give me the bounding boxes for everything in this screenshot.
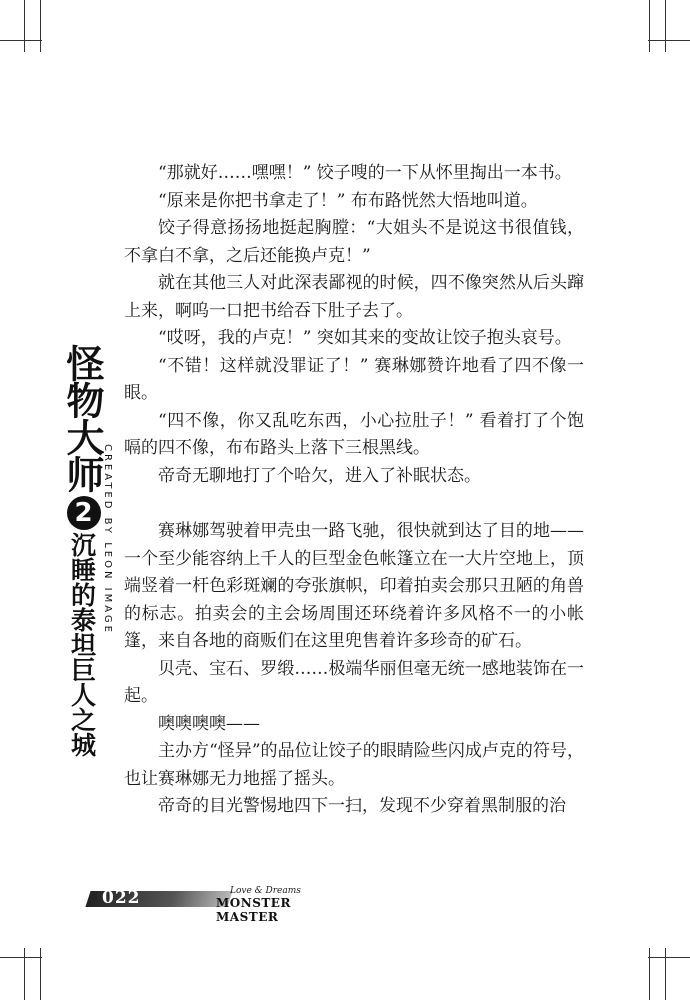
page-footer [88,886,320,924]
paragraph: “那就好……嘿嘿！” 饺子嗖的一下从怀里掏出一本书。 [158,163,572,183]
paragraph: “四不像，你又乱吃东西，小心拉肚子！” 看着打了个饱嗝的四不像，布布路头上落下三根黑线。 [124,410,584,458]
crop-mark [0,40,42,41]
crop-mark [649,0,650,52]
crop-mark [40,0,41,52]
series-tagline: Love & Dreams [230,886,301,896]
crop-mark [649,948,650,1000]
crop-mark [665,0,666,52]
paragraph: “哎呀，我的卢克！” 突如其来的变故让饺子抱头哀号。 [158,328,572,348]
paragraph: “不错！这样就没罪证了！” 赛琳娜赞许地看了四不像一眼。 [124,355,584,403]
paragraph: 赛琳娜驾驶着甲壳虫一路飞驰，很快就到达了目的地——一个至少能容纳上千人的巨型金色帐篷立在一大片空地上，顶端竖着一杆色彩斑斓的夸张旗帜，印着拍卖会那只丑陋的角兽的标志。拍卖会的主会场周围还环绕着许多风格不一的小帐篷，来自各地的商贩们在这里兜售着许多珍奇的矿石。 [124,521,584,651]
paragraph: 帝奇的目光警惕地四下一扫，发现不少穿着黑制服的治 [158,796,566,816]
volume-badge: 2 [67,496,101,530]
series-name: MONSTER MASTER [216,896,291,924]
crop-mark [40,948,41,1000]
paragraph: 噢噢噢噢—— [158,713,260,734]
crop-mark [648,957,690,958]
book-subtitle: 沉睡的泰坦巨人之城 [67,532,97,757]
paragraph: 就在其他三人对此深表鄙视的时候，四不像突然从后头蹿上来，啊呜一口把书给吞下肚子去了。 [124,273,584,321]
spine-title [62,344,113,757]
paragraph: 饺子得意扬扬地挺起胸膛：“大姐头不是说这书很值钱，不拿白不拿，之后还能换卢克！” [124,218,584,266]
paragraph: 帝奇无聊地打了个哈欠，进入了补眠状态。 [158,465,481,486]
paragraph: 主办方“怪异”的品位让饺子的眼睛险些闪成卢克的符号，也让赛琳娜无力地摇了摇头。 [124,741,584,789]
paragraph: “原来是你把书拿走了！” 布布路恍然大悟地叫道。 [158,190,538,211]
crop-mark [0,957,42,958]
credit-line: CREATED BY LEON IMAGE [102,444,113,635]
section-break [124,490,584,518]
crop-mark [648,40,690,41]
page-number: 022 [102,888,141,908]
paragraph: 贝壳、宝石、罗缎……极端华丽但毫无统一感地装饰在一起。 [124,658,584,706]
book-title: 怪物大师 [60,344,104,492]
crop-mark [665,948,666,1000]
crop-mark [24,948,25,1000]
body-text [124,160,584,821]
crop-mark [24,0,25,52]
